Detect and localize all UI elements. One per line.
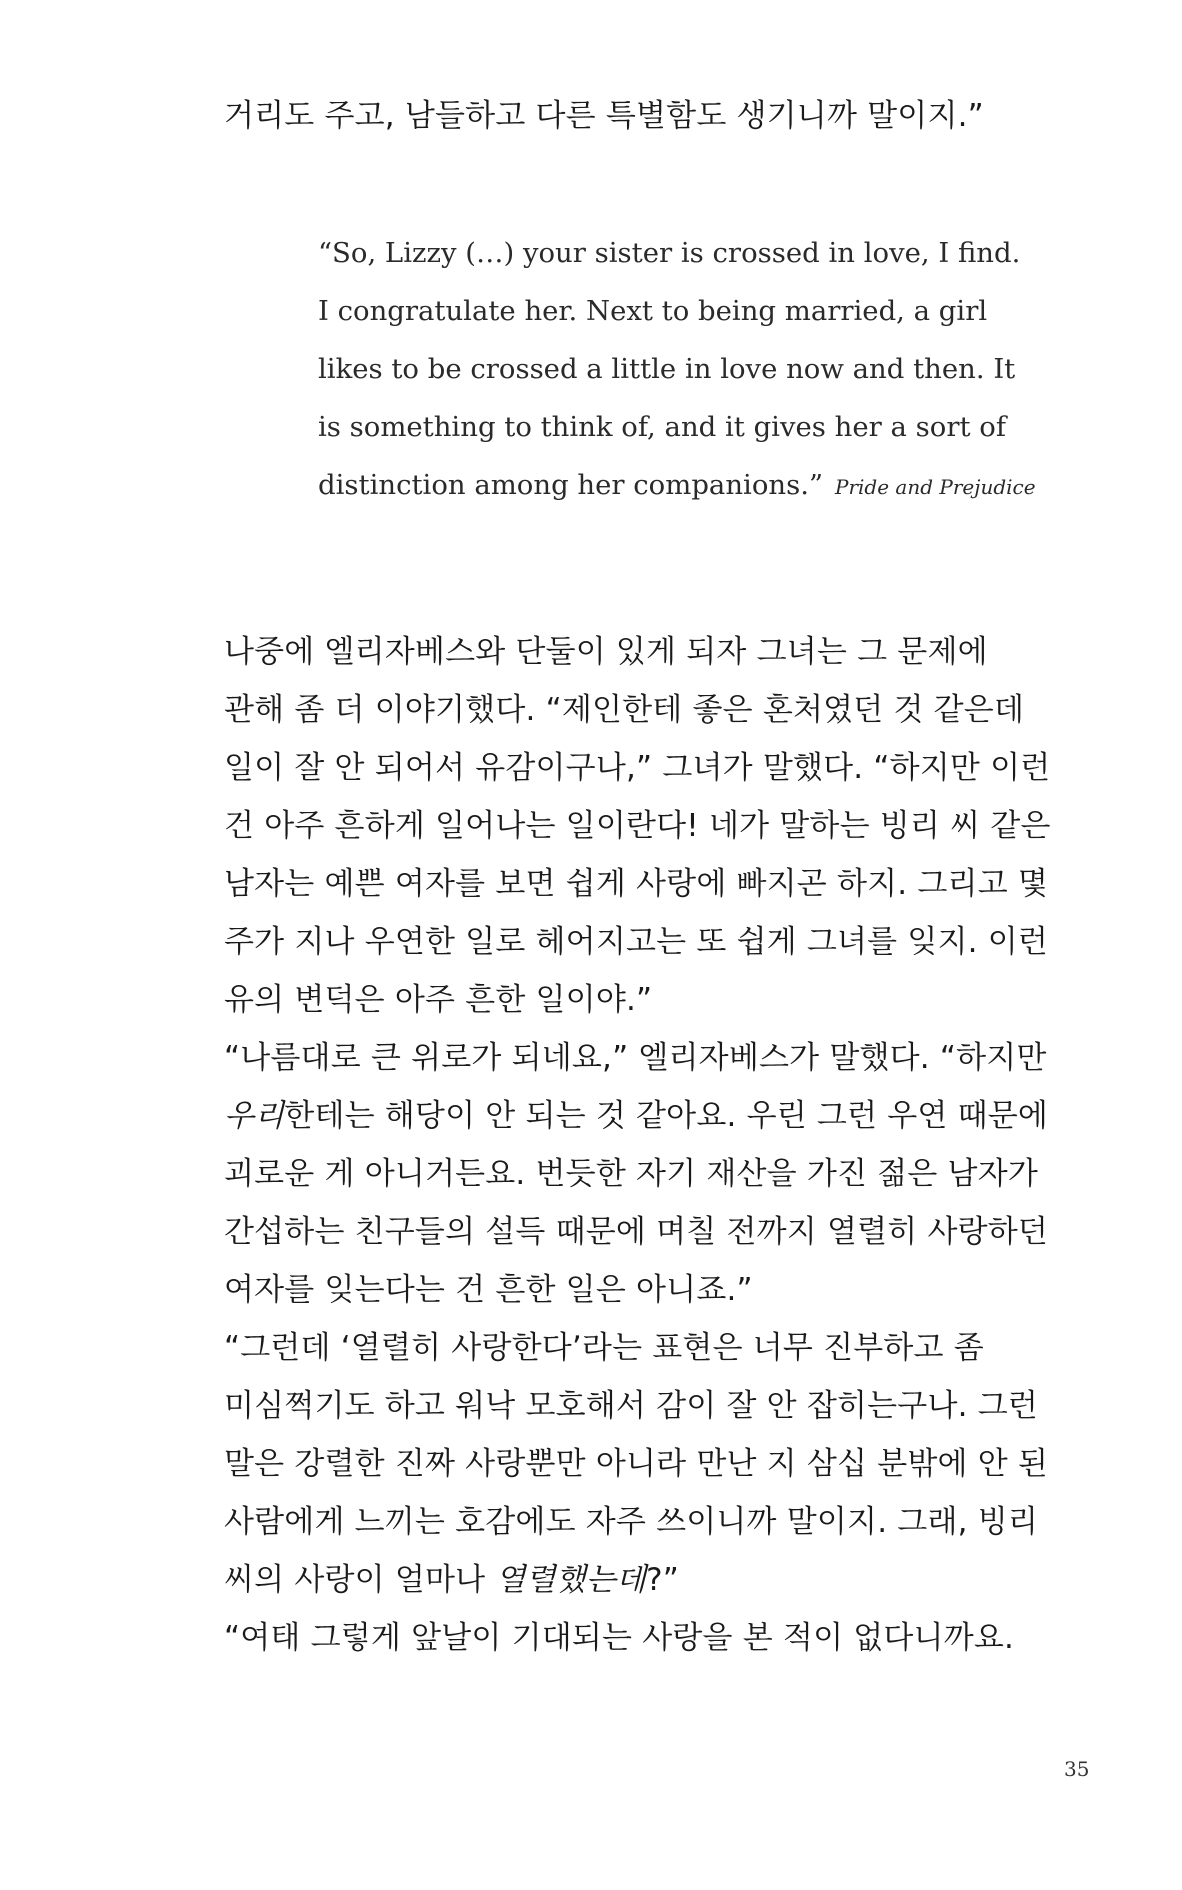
- epigraph-line: likes to be crossed a little in love now and then. It: [318, 353, 1016, 385]
- body-line: 간섭하는 친구들의 설득 때문에 며칠 전까지 열렬히 사랑하던: [224, 1214, 1049, 1250]
- epigraph-line: I congratulate her. Next to being married, a girl: [318, 295, 988, 327]
- body-line: 미심쩍기도 하고 워낙 모호해서 감이 잘 안 잡히는구나. 그런: [224, 1388, 1038, 1424]
- body-line-text: 한테는 해당이 안 되는 것 같아요. 우린 그런 우연 때문에: [284, 1098, 1049, 1134]
- epigraph-source: Pride and Prejudice: [835, 475, 1036, 499]
- body-line: 사람에게 느끼는 호감에도 자주 쓰이니까 말이지. 그래, 빙리: [224, 1504, 1038, 1540]
- body-line: 유의 변덕은 아주 흔한 일이야.”: [224, 982, 653, 1018]
- body-line: 말은 강렬한 진짜 사랑뿐만 아니라 만난 지 삼십 분밖에 안 된: [224, 1446, 1049, 1482]
- body-line: 남자는 예쁜 여자를 보면 쉽게 사랑에 빠지곤 하지. 그리고 몇: [224, 866, 1049, 902]
- emphasized-word: 열렬했는데: [495, 1562, 647, 1598]
- epigraph-quote: [318, 224, 1078, 514]
- body-line-text: ?”: [646, 1562, 679, 1598]
- body-line: 관해 좀 더 이야기했다. “제인한테 좋은 혼처였던 것 같은데: [224, 692, 1025, 728]
- epigraph-line: is something to think of, and it gives her a sort of: [318, 411, 1006, 443]
- body-line: 여자를 잊는다는 건 흔한 일은 아니죠.”: [224, 1272, 753, 1308]
- body-line: 나중에 엘리자베스와 단둘이 있게 되자 그녀는 그 문제에: [224, 634, 988, 670]
- body-line: [224, 1562, 679, 1598]
- body-line: 건 아주 흔하게 일어나는 일이란다! 네가 말하는 빙리 씨 같은: [224, 808, 1051, 844]
- body-line-text: 씨의 사랑이 얼마나: [224, 1562, 496, 1598]
- body-line: 주가 지나 우연한 일로 헤어지고는 또 쉽게 그녀를 잊지. 이런: [224, 924, 1049, 960]
- emphasized-word: 우리: [224, 1098, 285, 1134]
- body-line: “여태 그렇게 앞날이 기대되는 사랑을 본 적이 없다니까요.: [224, 1620, 1015, 1656]
- body-line: “그런데 ‘열렬히 사랑한다’라는 표현은 너무 진부하고 좀: [224, 1330, 984, 1366]
- body-line: [224, 1098, 1049, 1134]
- epigraph-line: “So, Lizzy (…) your sister is crossed in love, I find.: [318, 237, 1021, 269]
- epigraph-last-line: [318, 456, 1078, 514]
- page-number: 35: [1064, 1757, 1090, 1781]
- body-line: “나름대로 큰 위로가 되네요,” 엘리자베스가 말했다. “하지만: [224, 1040, 1047, 1076]
- epigraph-line: distinction among her companions.”: [318, 469, 824, 501]
- body-line: 일이 잘 안 되어서 유감이구나,” 그녀가 말했다. “하지만 이런: [224, 750, 1051, 786]
- body-line: 괴로운 게 아니거든요. 번듯한 자기 재산을 가진 젊은 남자가: [224, 1156, 1038, 1192]
- opening-line: 거리도 주고, 남들하고 다른 특별함도 생기니까 말이지.”: [224, 98, 984, 134]
